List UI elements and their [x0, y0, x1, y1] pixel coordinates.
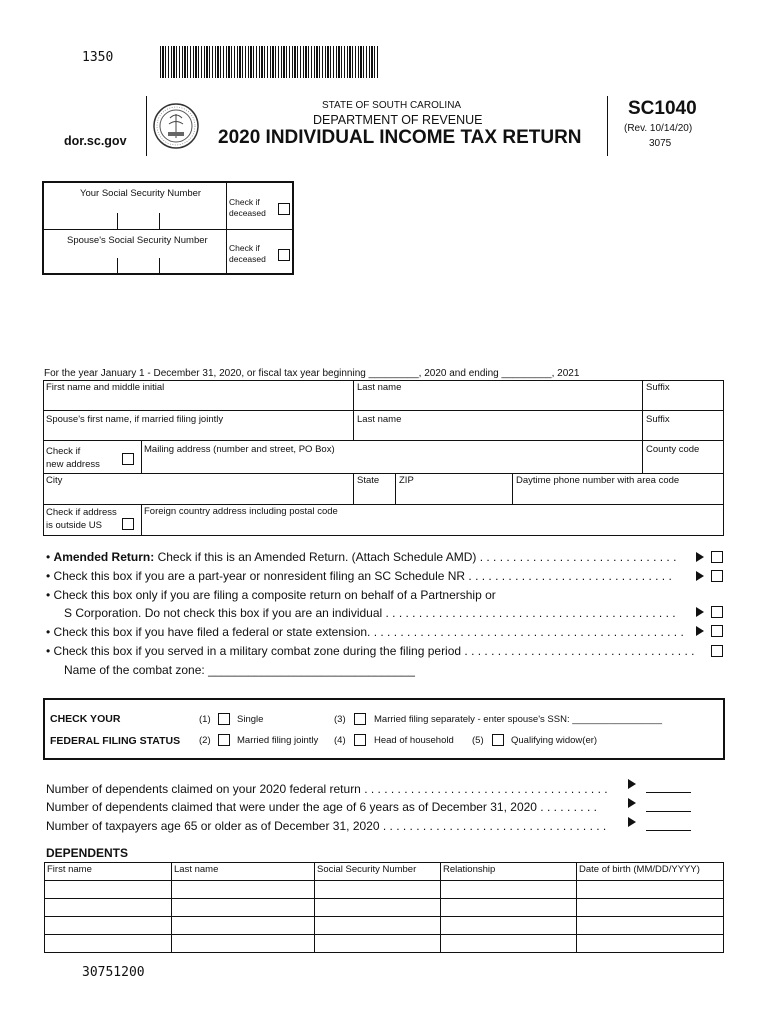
dependents-title: DEPENDENTS: [46, 846, 129, 860]
under-six-line: Number of dependents claimed that were under the age of 6 years as of December 31, 2020 . . . . . . . . .: [46, 800, 597, 814]
arrow-right-icon: [628, 798, 636, 808]
filing-status-heading: FEDERAL FILING STATUS: [50, 735, 181, 747]
foreign-address-field[interactable]: Foreign country address including postal code: [144, 506, 338, 517]
part-year-line: • Check this box if you are a part-year or nonresident filing an SC Schedule NR . . . . . . . . . . . . . . . . . . . . . . . . . . . . . . .: [46, 569, 672, 583]
dependents-count-input[interactable]: [646, 792, 691, 793]
qualifying-widow-label: Qualifying widow(er): [511, 735, 598, 746]
outside-us-label: is outside US: [46, 520, 102, 531]
outside-us-checkbox[interactable]: [122, 518, 134, 530]
form-title: 2020 INDIVIDUAL INCOME TAX RETURN: [218, 127, 582, 148]
website-text: dor.sc.gov: [64, 134, 127, 148]
extension-checkbox[interactable]: [711, 625, 723, 637]
option-number: (3): [334, 714, 346, 725]
filing-status-box: [43, 698, 725, 760]
table-row[interactable]: [45, 899, 724, 917]
form-top-code: 1350: [82, 50, 114, 65]
zip-field[interactable]: ZIP: [399, 475, 414, 486]
your-ssn-label: Your Social Security Number: [80, 188, 202, 199]
arrow-right-icon: [696, 552, 704, 562]
first-name-field[interactable]: First name and middle initial: [46, 382, 165, 393]
tax-year-line: For the year January 1 - December 31, 2020, or fiscal tax year beginning _________, 2020 and ending _________, 2021: [44, 368, 580, 379]
option-number: (2): [199, 735, 211, 746]
department-name: DEPARTMENT OF REVENUE: [313, 113, 483, 127]
new-address-label: Check if: [46, 446, 81, 457]
form-id: SC1040: [628, 98, 697, 119]
married-separately-checkbox[interactable]: [354, 713, 366, 725]
spouse-first-name-field[interactable]: Spouse's first name, if married filing jointly: [46, 414, 224, 425]
married-jointly-label: Married filing jointly: [237, 735, 319, 746]
revision-date: (Rev. 10/14/20): [624, 123, 693, 134]
single-label: Single: [237, 714, 264, 725]
amended-return-line: • Amended Return: Check if this is an Amended Return. (Attach Schedule AMD) . . . . . . . . . . . . . . . . . . . . . . . . . . . . . .: [46, 550, 677, 564]
extension-line: • Check this box if you have filed a federal or state extension. . . . . . . . . . . . . . . . . . . . . . . . . . . . . . . . . . . . . . . . . . . . . . . .: [46, 625, 684, 639]
combat-zone-field[interactable]: Name of the combat zone: _______________________________: [64, 663, 415, 677]
married-separately-label: Married filing separately - enter spouse's SSN: _________________: [374, 714, 663, 725]
filing-status-heading: CHECK YOUR: [50, 713, 121, 725]
deceased-label: deceased: [229, 208, 266, 218]
table-header-row: [45, 863, 724, 881]
deceased-label: Check if: [229, 243, 260, 253]
dependents-count-line: Number of dependents claimed on your 2020 federal return . . . . . . . . . . . . . . . . . . . . . . . . . . . . . . . . . . . . .: [46, 782, 608, 796]
new-address-label: new address: [46, 459, 100, 470]
spouse-deceased-checkbox[interactable]: [278, 249, 290, 261]
spouse-ssn-label: Spouse's Social Security Number: [67, 235, 208, 246]
barcode: [160, 46, 380, 78]
option-number: (5): [472, 735, 484, 746]
arrow-right-icon: [696, 626, 704, 636]
column-header: Social Security Number: [315, 863, 441, 881]
spouse-suffix-field[interactable]: Suffix: [646, 414, 670, 425]
state-seal-icon: [152, 102, 200, 150]
county-code-field[interactable]: County code: [646, 444, 700, 455]
column-header: Last name: [172, 863, 315, 881]
footer-code: 30751200: [82, 965, 145, 980]
deceased-label: Check if: [229, 197, 260, 207]
state-field[interactable]: State: [357, 475, 380, 486]
option-number: (1): [199, 714, 211, 725]
table-row[interactable]: [45, 917, 724, 935]
column-header: First name: [45, 863, 172, 881]
phone-field[interactable]: Daytime phone number with area code: [516, 475, 680, 486]
state-name: STATE OF SOUTH CAROLINA: [322, 100, 462, 111]
column-header: Date of birth (MM/DD/YYYY): [577, 863, 724, 881]
form-code: 3075: [649, 138, 672, 149]
amended-checkbox[interactable]: [711, 551, 723, 563]
over-65-input[interactable]: [646, 830, 691, 831]
table-row[interactable]: [45, 881, 724, 899]
married-jointly-checkbox[interactable]: [218, 734, 230, 746]
outside-us-label: Check if address: [46, 507, 117, 518]
single-checkbox[interactable]: [218, 713, 230, 725]
arrow-right-icon: [696, 571, 704, 581]
combat-line: • Check this box if you served in a military combat zone during the filing period . . . . . . . . . . . . . . . . . . . . . . . . . . . . . . . . . . .: [46, 644, 695, 658]
column-header: Relationship: [441, 863, 577, 881]
composite-line: • Check this box only if you are filing a composite return on behalf of a Partnership or: [46, 588, 496, 602]
last-name-field[interactable]: Last name: [357, 382, 402, 393]
qualifying-widow-checkbox[interactable]: [492, 734, 504, 746]
city-field[interactable]: City: [46, 475, 63, 486]
under-six-input[interactable]: [646, 811, 691, 812]
arrow-right-icon: [628, 779, 636, 789]
option-number: (4): [334, 735, 346, 746]
over-65-line: Number of taxpayers age 65 or older as of December 31, 2020 . . . . . . . . . . . . . . . . . . . . . . . . . . . . . . . . . .: [46, 819, 607, 833]
suffix-field[interactable]: Suffix: [646, 382, 670, 393]
combat-checkbox[interactable]: [711, 645, 723, 657]
composite-line: S Corporation. Do not check this box if you are an individual . . . . . . . . . . . . . . . . . . . . . . . . . . . . . . . . . . . . . . . . . . . .: [64, 606, 676, 620]
dependents-table: [44, 862, 724, 953]
new-address-checkbox[interactable]: [122, 453, 134, 465]
spouse-last-name-field[interactable]: Last name: [357, 414, 402, 425]
head-of-household-checkbox[interactable]: [354, 734, 366, 746]
table-row[interactable]: [45, 935, 724, 953]
deceased-label: deceased: [229, 254, 266, 264]
mailing-address-field[interactable]: Mailing address (number and street, PO Box): [144, 444, 335, 455]
arrow-right-icon: [696, 607, 704, 617]
your-deceased-checkbox[interactable]: [278, 203, 290, 215]
composite-checkbox[interactable]: [711, 606, 723, 618]
part-year-checkbox[interactable]: [711, 570, 723, 582]
head-of-household-label: Head of household: [374, 735, 454, 746]
arrow-right-icon: [628, 817, 636, 827]
